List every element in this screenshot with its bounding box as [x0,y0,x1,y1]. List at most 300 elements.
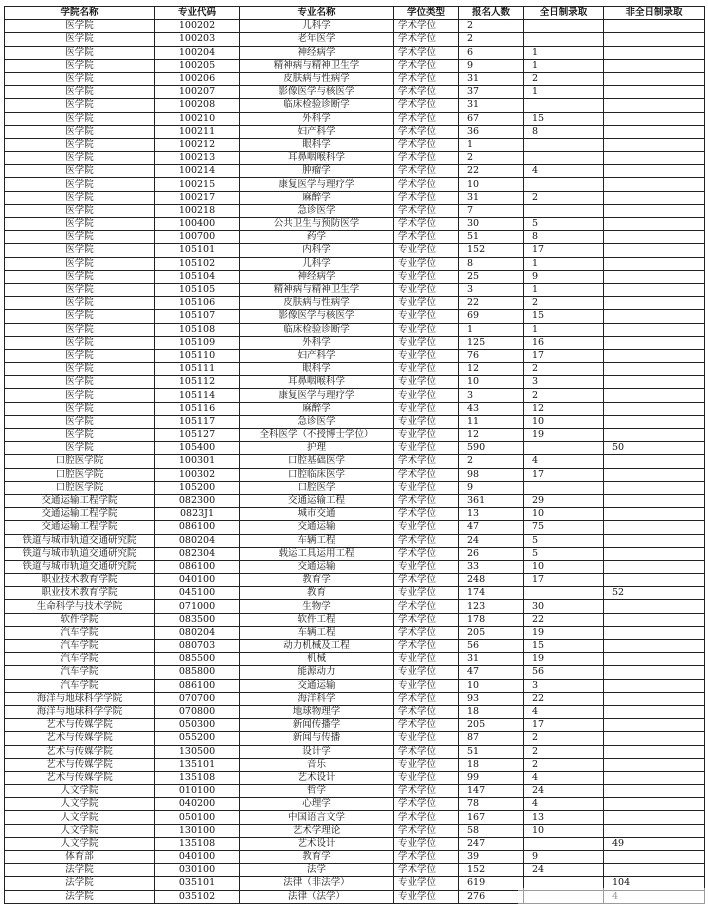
parttime-admitted-cell: 50 [604,442,705,455]
college-cell: 医学院 [5,389,155,402]
major-name-cell: 艺术设计 [240,771,394,784]
parttime-admitted-cell [604,20,705,33]
applicants-cell: 247 [459,837,524,850]
degree-type-cell: 专业学位 [394,771,459,784]
college-cell: 生命科学与技术学院 [5,600,155,613]
degree-type-cell: 专业学位 [394,363,459,376]
major-name-cell: 教育学 [240,851,394,864]
applicants-cell: 12 [459,429,524,442]
major-code-cell: 040200 [155,798,240,811]
fulltime-admitted-cell [524,837,604,850]
applicants-cell: 174 [459,587,524,600]
parttime-admitted-cell [604,824,705,837]
applicants-cell: 2 [459,20,524,33]
degree-type-cell: 学术学位 [394,534,459,547]
degree-type-cell: 学术学位 [394,864,459,877]
degree-type-cell: 专业学位 [394,270,459,283]
fulltime-admitted-cell: 2 [524,72,604,85]
major-name-cell: 口腔基础医学 [240,455,394,468]
major-name-cell: 艺术学理论 [240,824,394,837]
major-name-cell: 麻醉学 [240,402,394,415]
degree-type-cell: 学术学位 [394,165,459,178]
major-code-cell: 030100 [155,864,240,877]
degree-type-cell: 专业学位 [394,310,459,323]
parttime-admitted-cell [604,336,705,349]
table-row [5,455,705,468]
fulltime-admitted-cell: 22 [524,692,604,705]
college-cell: 汽车学院 [5,626,155,639]
parttime-admitted-cell [604,851,705,864]
applicants-cell: 6 [459,46,524,59]
fulltime-admitted-cell: 5 [524,547,604,560]
major-name-cell: 海洋科学 [240,692,394,705]
major-code-cell: 100208 [155,99,240,112]
table-row [5,442,705,455]
table-row [5,297,705,310]
parttime-admitted-cell [604,429,705,442]
applicants-cell: 7 [459,204,524,217]
major-name-cell: 儿科学 [240,257,394,270]
major-code-cell: 085500 [155,653,240,666]
college-cell: 医学院 [5,125,155,138]
degree-type-cell: 学术学位 [394,138,459,151]
degree-type-cell: 专业学位 [394,283,459,296]
degree-type-cell: 学术学位 [394,508,459,521]
applicants-cell: 56 [459,640,524,653]
major-code-cell: 080703 [155,640,240,653]
college-cell: 医学院 [5,429,155,442]
fulltime-admitted-cell: 12 [524,402,604,415]
table-row [5,349,705,362]
applicants-cell: 78 [459,798,524,811]
table-row [5,363,705,376]
major-code-cell: 080204 [155,534,240,547]
college-cell: 医学院 [5,165,155,178]
applicants-cell: 87 [459,732,524,745]
applicants-cell: 76 [459,349,524,362]
parttime-admitted-cell [604,613,705,626]
college-cell: 法学院 [5,890,155,903]
college-cell: 医学院 [5,310,155,323]
table-row [5,204,705,217]
table-row [5,851,705,864]
fulltime-admitted-cell: 56 [524,666,604,679]
degree-type-cell: 学术学位 [394,613,459,626]
parttime-admitted-cell: 104 [604,877,705,890]
college-cell: 医学院 [5,257,155,270]
applicants-cell: 22 [459,297,524,310]
table-row [5,560,705,573]
major-code-cell: 105107 [155,310,240,323]
college-cell: 医学院 [5,86,155,99]
degree-type-cell: 专业学位 [394,666,459,679]
applicants-cell: 22 [459,165,524,178]
major-name-cell: 车辆工程 [240,626,394,639]
table-row [5,138,705,151]
degree-type-cell: 专业学位 [394,758,459,771]
parttime-admitted-cell [604,349,705,362]
parttime-admitted-cell [604,244,705,257]
applicants-cell: 24 [459,534,524,547]
degree-type-cell: 专业学位 [394,389,459,402]
major-name-cell: 软件工程 [240,613,394,626]
degree-type-cell: 学术学位 [394,204,459,217]
degree-type-cell: 学术学位 [394,692,459,705]
major-name-cell: 影像医学与核医学 [240,86,394,99]
college-cell: 艺术与传媒学院 [5,758,155,771]
fulltime-admitted-cell [524,152,604,165]
college-cell: 铁道与城市轨道交通研究院 [5,534,155,547]
degree-type-cell: 学术学位 [394,72,459,85]
parttime-admitted-cell [604,705,705,718]
applicants-cell: 47 [459,521,524,534]
applicants-cell: 67 [459,112,524,125]
college-cell: 交通运输工程学院 [5,494,155,507]
fulltime-admitted-cell: 2 [524,297,604,310]
table-row [5,732,705,745]
applicants-cell: 1 [459,138,524,151]
applicants-cell: 361 [459,494,524,507]
table-row [5,837,705,850]
table-row [5,429,705,442]
college-cell: 医学院 [5,442,155,455]
parttime-admitted-cell [604,415,705,428]
major-name-cell: 法律（非法学） [240,877,394,890]
parttime-admitted-cell [604,59,705,72]
parttime-admitted-cell [604,112,705,125]
applicants-cell: 31 [459,191,524,204]
applicants-cell: 39 [459,851,524,864]
major-name-cell: 动力机械及工程 [240,640,394,653]
major-code-cell: 100218 [155,204,240,217]
table-row [5,59,705,72]
major-name-cell: 影像医学与核医学 [240,310,394,323]
major-code-cell: 082300 [155,494,240,507]
college-cell: 医学院 [5,270,155,283]
major-code-cell: 100213 [155,152,240,165]
degree-type-cell: 学术学位 [394,574,459,587]
applicants-cell: 18 [459,758,524,771]
major-code-cell: 100205 [155,59,240,72]
applicants-cell: 36 [459,125,524,138]
table-row [5,402,705,415]
major-code-cell: 100302 [155,468,240,481]
parttime-admitted-cell [604,811,705,824]
major-name-cell: 城市交通 [240,508,394,521]
major-name-cell: 能源动力 [240,666,394,679]
degree-type-cell: 专业学位 [394,402,459,415]
applicants-cell: 619 [459,877,524,890]
major-code-cell: 105102 [155,257,240,270]
table-row [5,415,705,428]
degree-type-cell: 学术学位 [394,745,459,758]
table-row [5,640,705,653]
parttime-admitted-cell [604,666,705,679]
table-row [5,692,705,705]
major-name-cell: 内科学 [240,244,394,257]
college-cell: 海洋与地球科学学院 [5,692,155,705]
college-cell: 医学院 [5,59,155,72]
major-name-cell: 新闻传播学 [240,719,394,732]
fulltime-admitted-cell [524,33,604,46]
major-name-cell: 交通运输工程 [240,494,394,507]
table-row [5,798,705,811]
fulltime-admitted-cell: 17 [524,349,604,362]
parttime-admitted-cell [604,99,705,112]
fulltime-admitted-cell: 2 [524,191,604,204]
major-code-cell: 100206 [155,72,240,85]
major-code-cell: 100207 [155,86,240,99]
major-name-cell: 交通运输 [240,521,394,534]
applicants-cell: 58 [459,824,524,837]
degree-type-cell: 学术学位 [394,218,459,231]
parttime-admitted-cell [604,283,705,296]
parttime-admitted-cell [604,534,705,547]
applicants-cell: 147 [459,785,524,798]
table-row [5,112,705,125]
major-name-cell: 儿科学 [240,20,394,33]
fulltime-admitted-cell: 8 [524,231,604,244]
major-code-cell: 105116 [155,402,240,415]
college-cell: 口腔医学院 [5,481,155,494]
table-row [5,231,705,244]
major-name-cell: 机械 [240,653,394,666]
parttime-admitted-cell [604,257,705,270]
college-cell: 汽车学院 [5,666,155,679]
major-name-cell: 全科医学（不授博士学位） [240,429,394,442]
header-college: 学院名称 [5,7,155,20]
applicants-cell: 2 [459,152,524,165]
major-name-cell: 康复医学与理疗学 [240,178,394,191]
parttime-admitted-cell [604,46,705,59]
fulltime-admitted-cell: 17 [524,719,604,732]
major-code-cell: 070700 [155,692,240,705]
applicants-cell: 18 [459,705,524,718]
degree-type-cell: 专业学位 [394,442,459,455]
fulltime-admitted-cell: 10 [524,824,604,837]
fulltime-admitted-cell [524,178,604,191]
degree-type-cell: 学术学位 [394,798,459,811]
table-row [5,613,705,626]
major-name-cell: 皮肤病与性病学 [240,297,394,310]
major-name-cell: 肿瘤学 [240,165,394,178]
major-code-cell: 070800 [155,705,240,718]
major-code-cell: 100204 [155,46,240,59]
fulltime-admitted-cell: 15 [524,112,604,125]
parttime-admitted-cell [604,547,705,560]
applicants-cell: 30 [459,218,524,231]
fulltime-admitted-cell: 4 [524,165,604,178]
college-cell: 体育部 [5,851,155,864]
applicants-cell: 590 [459,442,524,455]
major-code-cell: 035102 [155,890,240,903]
major-code-cell: 100214 [155,165,240,178]
fulltime-admitted-cell [524,587,604,600]
major-name-cell: 中国语言文学 [240,811,394,824]
table-row [5,508,705,521]
major-code-cell: 105112 [155,376,240,389]
college-cell: 医学院 [5,33,155,46]
applicants-cell: 47 [459,666,524,679]
header-major-name: 专业名称 [240,7,394,20]
fulltime-admitted-cell: 22 [524,613,604,626]
applicants-cell: 69 [459,310,524,323]
major-name-cell: 耳鼻咽喉科学 [240,152,394,165]
parttime-admitted-cell [604,310,705,323]
fulltime-admitted-cell: 17 [524,468,604,481]
major-name-cell: 耳鼻咽喉科学 [240,376,394,389]
applicants-cell: 51 [459,231,524,244]
fulltime-admitted-cell: 1 [524,46,604,59]
table-row [5,20,705,33]
table-row [5,165,705,178]
major-name-cell: 公共卫生与预防医学 [240,218,394,231]
parttime-admitted-cell [604,653,705,666]
fulltime-admitted-cell: 19 [524,653,604,666]
major-code-cell: 100212 [155,138,240,151]
major-name-cell: 妇产科学 [240,349,394,362]
college-cell: 艺术与传媒学院 [5,771,155,784]
major-name-cell: 妇产科学 [240,125,394,138]
degree-type-cell: 学术学位 [394,86,459,99]
parttime-admitted-cell [604,204,705,217]
fulltime-admitted-cell: 2 [524,745,604,758]
parttime-admitted-cell [604,494,705,507]
table-row [5,547,705,560]
degree-type-cell: 学术学位 [394,824,459,837]
college-cell: 医学院 [5,72,155,85]
major-code-cell: 086100 [155,560,240,573]
college-cell: 铁道与城市轨道交通研究院 [5,560,155,573]
table-row [5,125,705,138]
fulltime-admitted-cell: 4 [524,798,604,811]
degree-type-cell: 学术学位 [394,851,459,864]
degree-type-cell: 专业学位 [394,877,459,890]
parttime-admitted-cell [604,455,705,468]
table-row [5,587,705,600]
major-code-cell: 050300 [155,719,240,732]
parttime-admitted-cell [604,521,705,534]
major-code-cell: 135108 [155,837,240,850]
applicants-cell: 9 [459,59,524,72]
fulltime-admitted-cell: 29 [524,494,604,507]
degree-type-cell: 专业学位 [394,890,459,903]
fulltime-admitted-cell: 2 [524,732,604,745]
major-name-cell: 眼科学 [240,363,394,376]
degree-type-cell: 学术学位 [394,494,459,507]
college-cell: 法学院 [5,877,155,890]
college-cell: 医学院 [5,178,155,191]
degree-type-cell: 专业学位 [394,481,459,494]
table-row [5,534,705,547]
college-cell: 医学院 [5,323,155,336]
major-code-cell: 105400 [155,442,240,455]
major-code-cell: 100400 [155,218,240,231]
applicants-cell: 152 [459,244,524,257]
parttime-admitted-cell [604,640,705,653]
major-code-cell: 105104 [155,270,240,283]
college-cell: 医学院 [5,336,155,349]
degree-type-cell: 学术学位 [394,59,459,72]
applicants-cell: 98 [459,468,524,481]
college-cell: 艺术与传媒学院 [5,732,155,745]
major-name-cell: 麻醉学 [240,191,394,204]
fulltime-admitted-cell [524,99,604,112]
fulltime-admitted-cell: 15 [524,640,604,653]
fulltime-admitted-cell: 1 [524,323,604,336]
table-row [5,679,705,692]
major-code-cell: 105127 [155,429,240,442]
fulltime-admitted-cell: 75 [524,521,604,534]
major-name-cell: 临床检验诊断学 [240,323,394,336]
admissions-table [4,6,705,904]
fulltime-admitted-cell: 13 [524,811,604,824]
college-cell: 医学院 [5,363,155,376]
college-cell: 医学院 [5,204,155,217]
major-code-cell: 105111 [155,363,240,376]
degree-type-cell: 学术学位 [394,125,459,138]
major-name-cell: 药学 [240,231,394,244]
table-row [5,389,705,402]
applicants-cell: 10 [459,376,524,389]
major-code-cell: 083500 [155,613,240,626]
parttime-admitted-cell [604,389,705,402]
table-header-row [5,7,705,20]
table-row [5,521,705,534]
parttime-admitted-cell [604,363,705,376]
major-name-cell: 交通运输 [240,679,394,692]
fulltime-admitted-cell: 24 [524,864,604,877]
fulltime-admitted-cell: 9 [524,270,604,283]
major-code-cell: 105105 [155,283,240,296]
college-cell: 法学院 [5,864,155,877]
college-cell: 医学院 [5,218,155,231]
header-degree-type: 学位类型 [394,7,459,20]
major-code-cell: 082304 [155,547,240,560]
applicants-cell: 205 [459,626,524,639]
major-code-cell: 105110 [155,349,240,362]
degree-type-cell: 专业学位 [394,429,459,442]
degree-type-cell: 学术学位 [394,719,459,732]
degree-type-cell: 专业学位 [394,837,459,850]
applicants-cell: 8 [459,257,524,270]
major-code-cell: 010100 [155,785,240,798]
applicants-cell: 51 [459,745,524,758]
college-cell: 人文学院 [5,837,155,850]
table-row [5,494,705,507]
college-cell: 医学院 [5,99,155,112]
parttime-admitted-cell [604,732,705,745]
fulltime-admitted-cell: 1 [524,257,604,270]
applicants-cell: 11 [459,415,524,428]
parttime-admitted-cell [604,152,705,165]
parttime-admitted-cell [604,574,705,587]
applicants-cell: 205 [459,719,524,732]
applicants-cell: 43 [459,402,524,415]
major-name-cell: 教育 [240,587,394,600]
fulltime-admitted-cell [524,20,604,33]
major-code-cell: 100301 [155,455,240,468]
major-code-cell: 050100 [155,811,240,824]
fulltime-admitted-cell [524,204,604,217]
major-name-cell: 口腔临床医学 [240,468,394,481]
degree-type-cell: 学术学位 [394,600,459,613]
parttime-admitted-cell [604,785,705,798]
degree-type-cell: 专业学位 [394,376,459,389]
fulltime-admitted-cell [524,442,604,455]
major-code-cell: 135108 [155,771,240,784]
applicants-cell: 31 [459,99,524,112]
